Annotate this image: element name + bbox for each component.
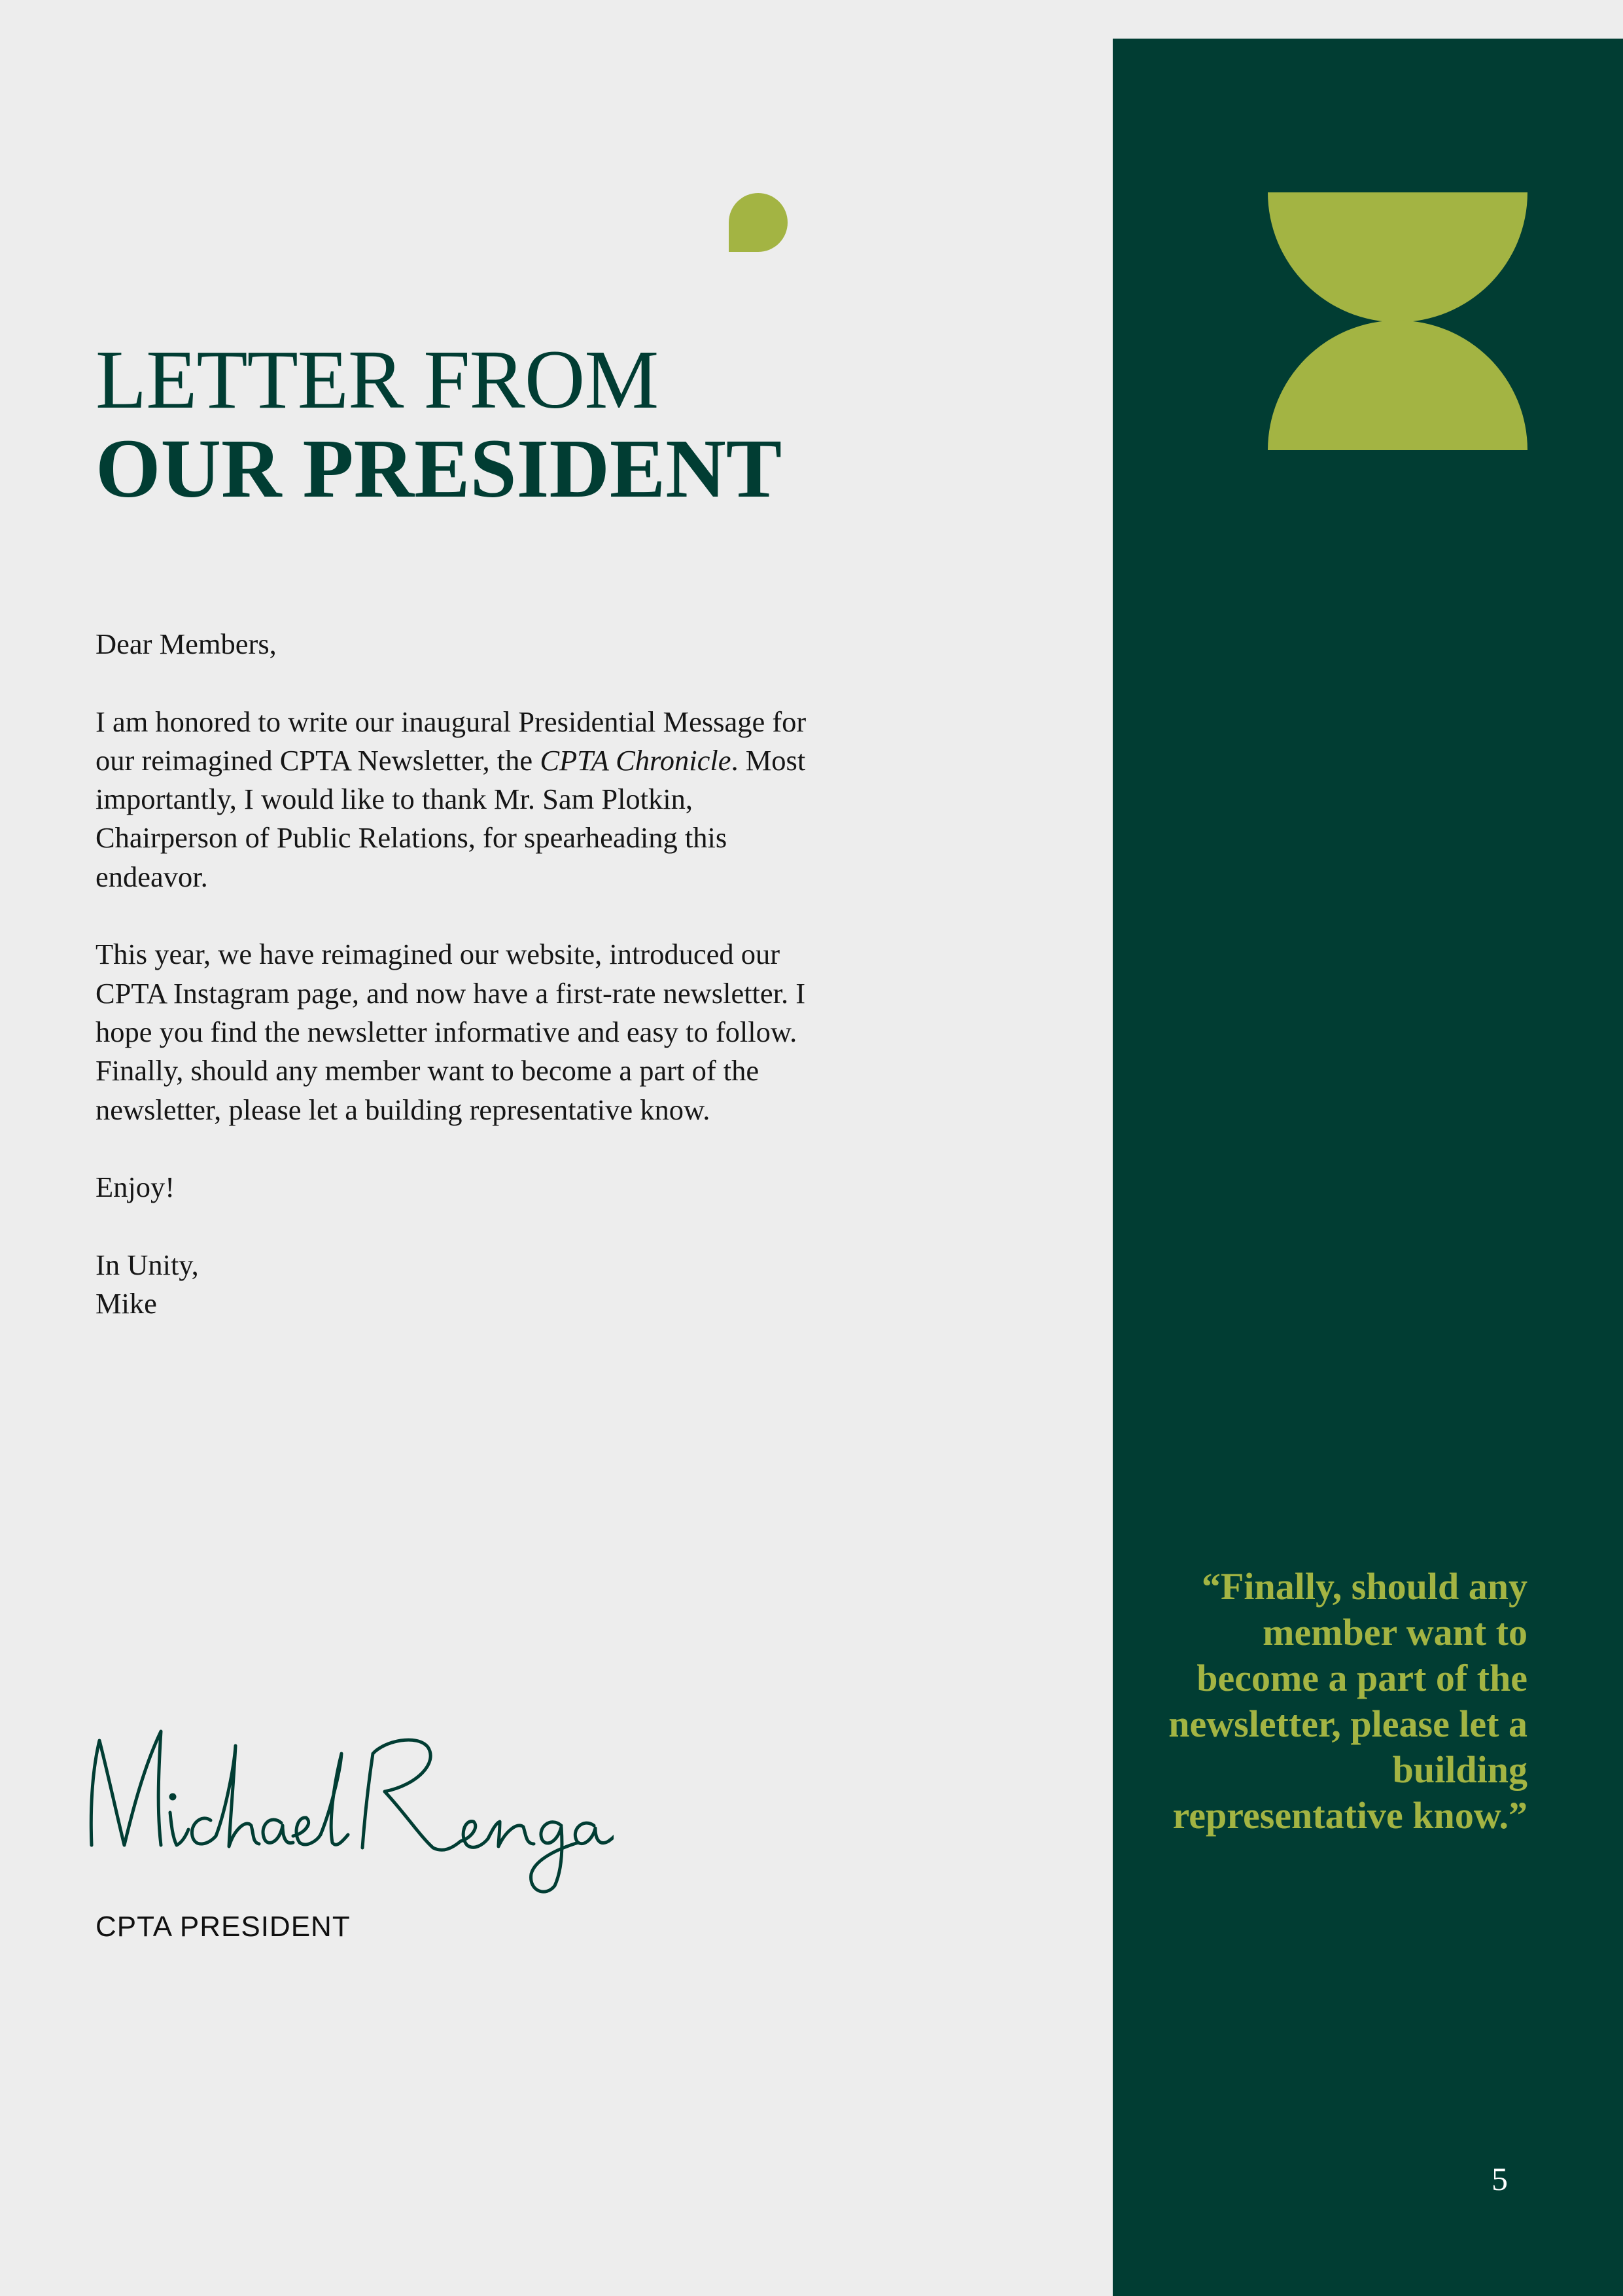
- letter-paragraph-2: This year, we have reimagined our website, introduced our CPTA Instagram page, and now have a first-rate newsletter. I hope you find the newsletter informative and easy to follow. Finally, should any member want to become a part of the newsletter, please let a building representative know.: [96, 938, 806, 1126]
- droplet-decoration-icon: [729, 193, 788, 252]
- paragraph-1-text-start: I am honored to write our inaugural Presidential Message for our reimagined CPTA Newsletter, the: [96, 705, 807, 777]
- letter-body: [96, 625, 815, 1323]
- letter-paragraph-3: Enjoy!: [96, 1171, 175, 1204]
- letter-salutation: Dear Members,: [96, 627, 277, 660]
- page-title: [96, 335, 782, 513]
- pull-quote: “Finally, should any member want to become a part of the newsletter, please let a building representative know.”: [1168, 1565, 1527, 1837]
- title-line-1: LETTER FROM: [96, 333, 659, 426]
- letter-closing: In Unity,: [96, 1248, 199, 1281]
- handwritten-signature: [77, 1714, 614, 1898]
- hourglass-shape-icon: [1268, 192, 1527, 450]
- paragraph-1-text-end: . Most importantly, I would like to thank Mr. Sam Plotkin, Chairperson of Public Relations, for spearheading this endeavor.: [96, 743, 806, 893]
- letter-sign-name: Mike: [96, 1287, 157, 1320]
- newsletter-name: CPTA Chronicle: [540, 743, 731, 777]
- letter-paragraph-1: [96, 703, 815, 896]
- signature-role: CPTA PRESIDENT: [96, 1911, 351, 1943]
- title-line-2: OUR PRESIDENT: [96, 422, 782, 515]
- page-number: 5: [1492, 2161, 1508, 2197]
